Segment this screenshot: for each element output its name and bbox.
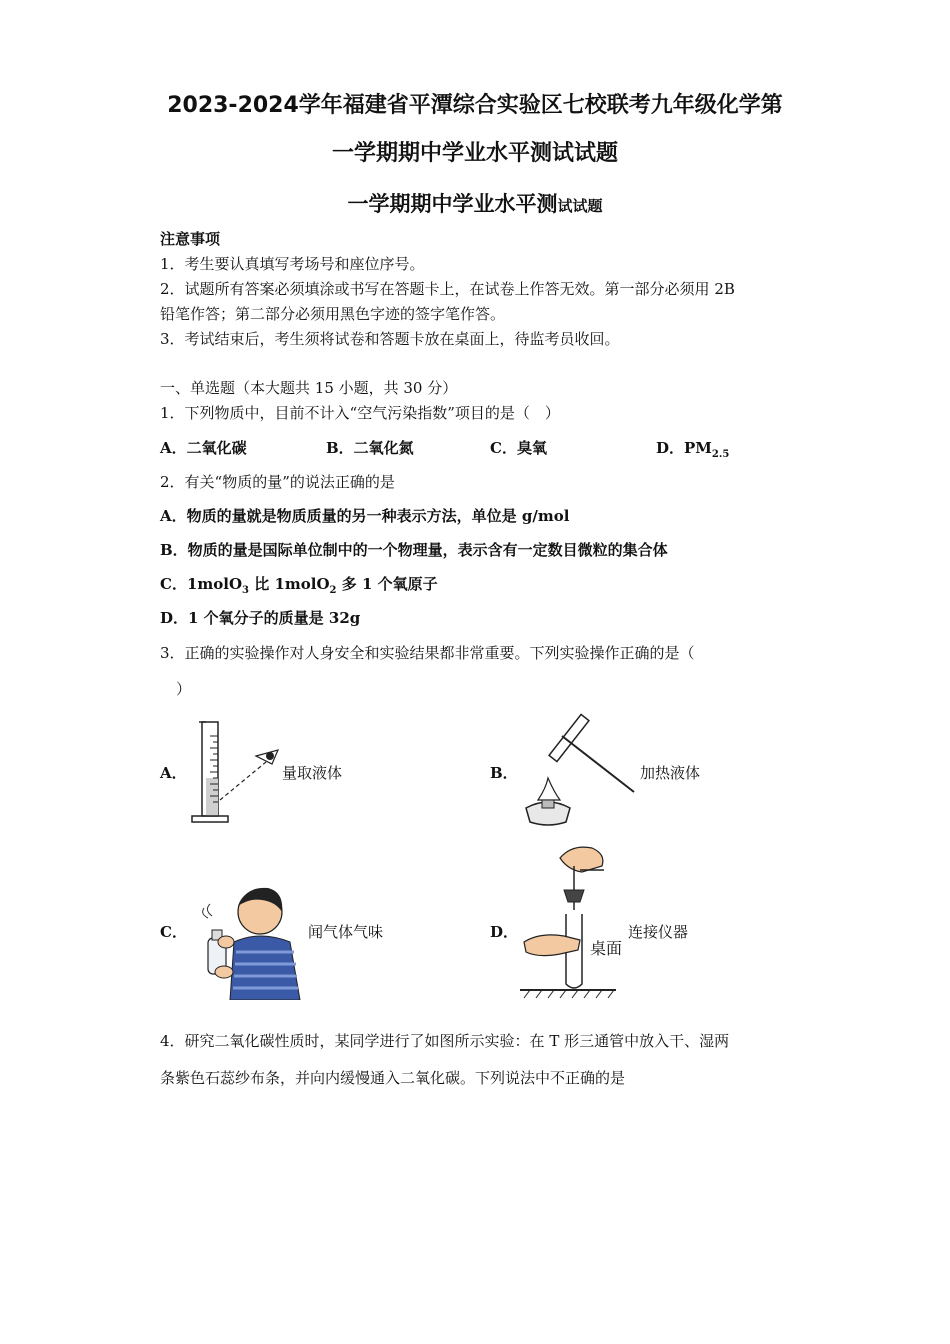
- q3-option-b-letter: B．: [490, 764, 518, 782]
- q3-option-d-desk-label: 桌面: [590, 939, 623, 958]
- q3-option-b-caption: 加热液体: [640, 764, 701, 782]
- q3-option-a-caption: 量取液体: [282, 764, 343, 782]
- q2-option-c-p2: 比 1molO: [249, 575, 330, 593]
- q4-stem-line2: 条紫色石蕊纱布条，并向内缓慢通入二氧化碳。下列说法中不正确的是: [160, 1069, 626, 1087]
- exam-title-line3: [0, 188, 950, 218]
- connecting-apparatus-figure: [520, 840, 623, 1000]
- exam-title-line1: 2023-2024学年福建省平潭综合实验区七校联考九年级化学第: [167, 93, 783, 118]
- q1-option-d: [656, 437, 729, 460]
- smelling-gas-figure: [190, 880, 308, 1000]
- q3-stem: 3．正确的实验操作对人身安全和实验结果都非常重要。下列实验操作正确的是（: [160, 644, 695, 662]
- exam-title-line3-main: 一学期期中学业水平测: [347, 192, 558, 216]
- q3-option-c-caption: 闻气体气味: [308, 923, 384, 941]
- notice-heading: 注意事项: [160, 230, 221, 248]
- q2-stem: 2．有关“物质的量”的说法正确的是: [160, 473, 395, 491]
- q1-option-c: C．臭氧: [490, 439, 547, 457]
- q1-stem: 1．下列物质中，目前不计入“空气污染指数”项目的是（ ）: [160, 404, 560, 422]
- q2-option-c-p1: C．1molO: [160, 575, 243, 593]
- heating-liquid-figure: [516, 708, 636, 830]
- q2-option-c: [160, 573, 438, 596]
- exam-title-line3-small: 试试题: [557, 197, 603, 215]
- notice-item-1: 1．考生要认真填写考场号和座位序号。: [160, 255, 425, 273]
- q1-option-d-main: D．PM: [656, 439, 712, 457]
- q1-option-a: A．二氧化碳: [160, 439, 247, 457]
- graduated-cylinder-figure: [186, 716, 286, 828]
- q3-option-d-letter: D．: [490, 923, 519, 941]
- q3-stem-end: ）: [176, 680, 192, 698]
- q2-option-b: B．物质的量是国际单位制中的一个物理量，表示含有一定数目微粒的集合体: [160, 541, 668, 559]
- q1-option-d-sub: 2.5: [711, 449, 730, 460]
- q2-option-d: D．1 个氧分子的质量是 32g: [160, 609, 361, 627]
- section-1-heading: 一、单选题（本大题共 15 小题，共 30 分）: [160, 379, 458, 397]
- q2-option-c-p3: 多 1 个氧原子: [336, 575, 438, 593]
- q3-option-d-caption: 连接仪器: [628, 923, 689, 941]
- q3-option-a-letter: A．: [160, 764, 187, 782]
- q2-option-c-s1: 3: [242, 585, 249, 596]
- notice-item-2a: 2．试题所有答案必须填涂或书写在答题卡上，在试卷上作答无效。第一部分必须用 2B: [160, 280, 735, 298]
- notice-item-2b: 铅笔作答；第二部分必须用黑色字迹的签字笔作答。: [160, 305, 506, 323]
- q4-stem-line1: 4．研究二氧化碳性质时，某同学进行了如图所示实验：在 T 形三通管中放入干、湿两: [160, 1032, 730, 1050]
- q1-option-b: B．二氧化氮: [326, 439, 414, 457]
- q3-option-c-letter: C．: [160, 923, 187, 941]
- notice-item-3: 3．考试结束后，考生须将试卷和答题卡放在桌面上，待监考员收回。: [160, 330, 620, 348]
- exam-title-line2: 一学期期中学业水平测试试题: [331, 141, 618, 166]
- q2-option-a: A．物质的量就是物质质量的另一种表示方法，单位是 g/mol: [160, 507, 570, 525]
- q2-option-c-s2: 2: [329, 585, 337, 596]
